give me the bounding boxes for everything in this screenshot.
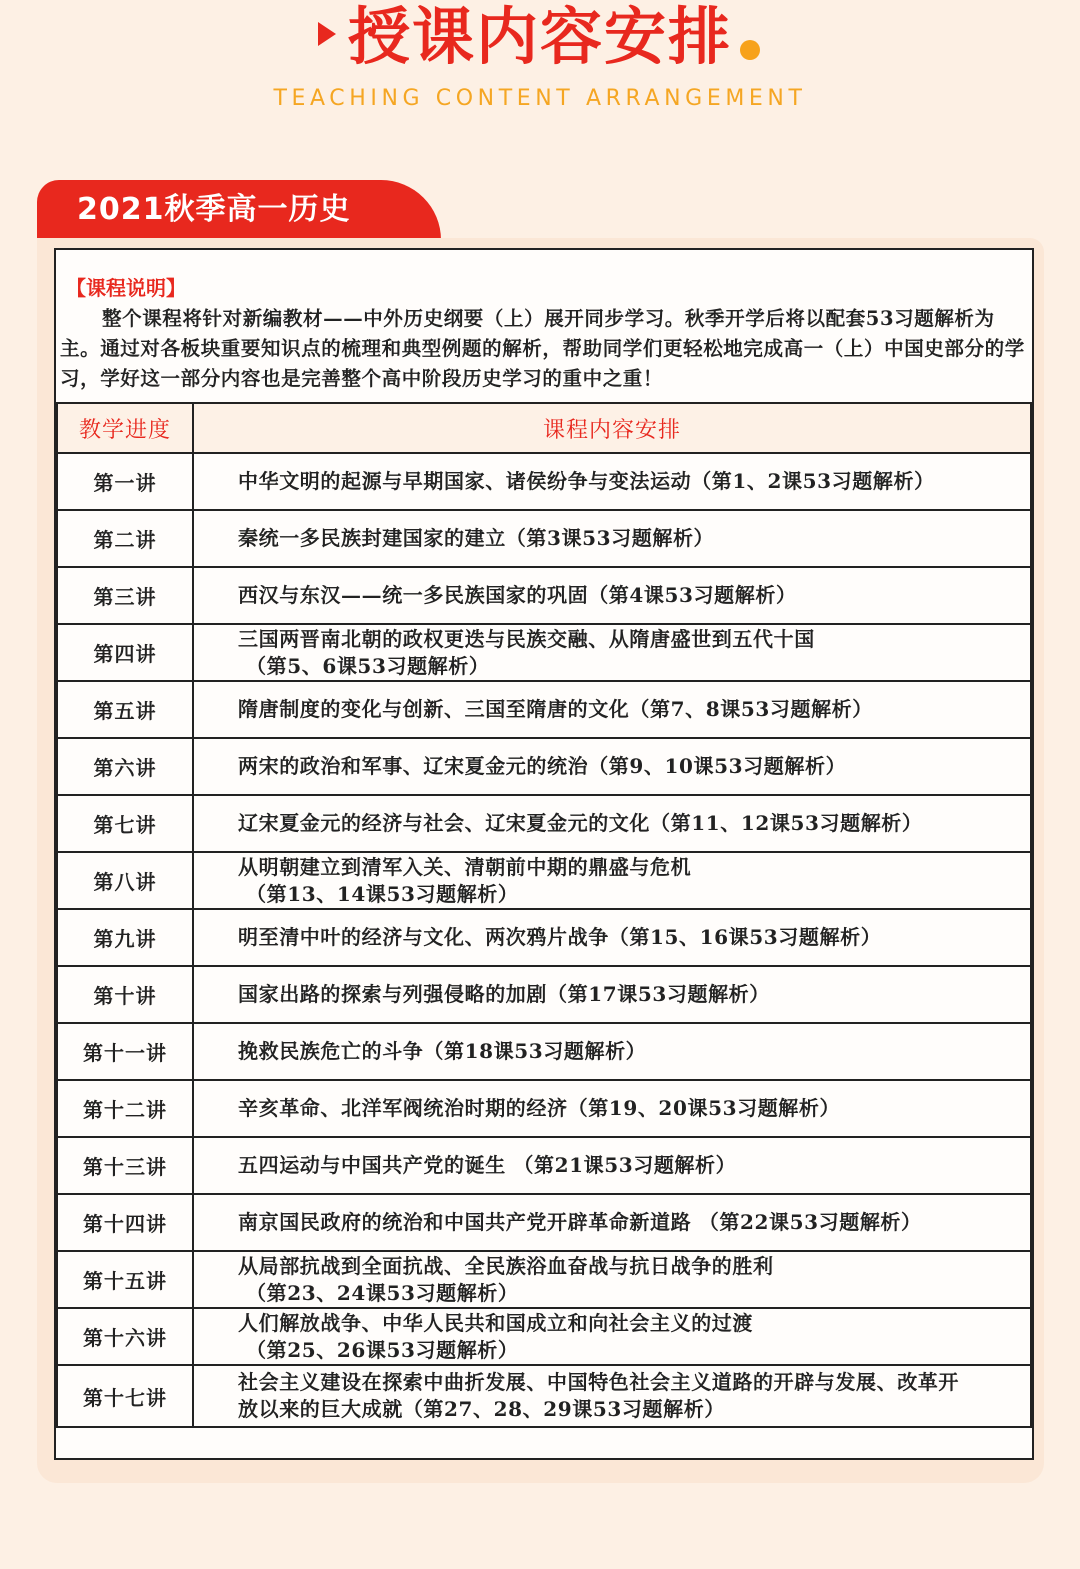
course-tab-label: 2021秋季高一历史 xyxy=(77,192,351,227)
table-row xyxy=(57,909,1031,966)
lecture-content-line2: （第13、14课53习题解析） xyxy=(246,881,519,906)
header-content: 课程内容安排 xyxy=(193,403,1031,453)
lecture-number: 第六讲 xyxy=(57,738,193,795)
lecture-content-line1: 南京国民政府的统治和中国共产党开辟革命新道路 （第22课53习题解析） xyxy=(238,1210,922,1234)
lecture-content xyxy=(193,738,1031,795)
lecture-number: 第二讲 xyxy=(57,510,193,567)
lecture-content-line1: 隋唐制度的变化与创新、三国至隋唐的文化（第7、8课53习题解析） xyxy=(238,697,873,721)
schedule-table xyxy=(56,402,1032,1428)
lecture-number: 第一讲 xyxy=(57,453,193,510)
lecture-content xyxy=(193,1365,1031,1427)
lecture-content xyxy=(193,1080,1031,1137)
header xyxy=(0,0,1080,130)
table-row xyxy=(57,1194,1031,1251)
lecture-number: 第十讲 xyxy=(57,966,193,1023)
lecture-number: 第十三讲 xyxy=(57,1137,193,1194)
lecture-content xyxy=(193,453,1031,510)
lecture-content xyxy=(193,1137,1031,1194)
table-row xyxy=(57,510,1031,567)
lecture-number: 第九讲 xyxy=(57,909,193,966)
lecture-number: 第十一讲 xyxy=(57,1023,193,1080)
lecture-content-line1: 人们解放战争、中华人民共和国成立和向社会主义的过渡 xyxy=(238,1310,753,1335)
lecture-content xyxy=(193,624,1031,681)
lecture-content xyxy=(193,681,1031,738)
course-tab xyxy=(37,180,441,240)
lecture-content-line1: 明至清中叶的经济与文化、两次鸦片战争（第15、16课53习题解析） xyxy=(238,925,882,949)
lecture-number: 第五讲 xyxy=(57,681,193,738)
lecture-number: 第十二讲 xyxy=(57,1080,193,1137)
page-title-text: 授课内容安排 xyxy=(347,0,732,73)
lecture-content-line1: 从局部抗战到全面抗战、全民族浴血奋战与抗日战争的胜利 xyxy=(238,1253,774,1278)
lecture-content-line1: 中华文明的起源与早期国家、诸侯纷争与变法运动（第1、2课53习题解析） xyxy=(238,469,935,493)
table-row xyxy=(57,1080,1031,1137)
lecture-content xyxy=(193,966,1031,1023)
table-row xyxy=(57,453,1031,510)
table-row xyxy=(57,966,1031,1023)
intro-text: 整个课程将针对新编教材——中外历史纲要（上）展开同步学习。秋季开学后将以配套53习题解析为主。通过对各板块重要知识点的梳理和典型例题的解析，帮助同学们更轻松地完成高一（上）中国史部分的学习，学好这一部分内容也是完善整个高中阶段历史学习的重中之重！ xyxy=(60,307,1025,390)
page-subtitle: TEACHING CONTENT ARRANGEMENT xyxy=(273,86,807,111)
lecture-content-line1: 社会主义建设在探索中曲折发展、中国特色社会主义道路的开辟与发展、改革开 xyxy=(238,1370,959,1394)
lecture-content-line1: 西汉与东汉——统一多民族国家的巩固（第4课53习题解析） xyxy=(238,583,797,607)
lecture-content xyxy=(193,852,1031,909)
lecture-content-line2: （第25、26课53习题解析） xyxy=(246,1337,519,1362)
lecture-content xyxy=(193,567,1031,624)
table-row xyxy=(57,624,1031,681)
lecture-content xyxy=(193,510,1031,567)
lecture-content-line1: 辛亥革命、北洋军阀统治时期的经济（第19、20课53习题解析） xyxy=(238,1096,841,1120)
lecture-content-line2: （第23、24课53习题解析） xyxy=(246,1280,519,1305)
table-row xyxy=(57,1308,1031,1365)
table-row xyxy=(57,738,1031,795)
lecture-number: 第七讲 xyxy=(57,795,193,852)
table-row xyxy=(57,852,1031,909)
lecture-number: 第三讲 xyxy=(57,567,193,624)
lecture-content xyxy=(193,1251,1031,1308)
page-title xyxy=(348,2,732,72)
table-row xyxy=(57,1365,1031,1427)
lecture-content xyxy=(193,1023,1031,1080)
lecture-content-line1: 挽救民族危亡的斗争（第18课53习题解析） xyxy=(238,1039,647,1063)
lecture-content-line1: 国家出路的探索与列强侵略的加剧（第17课53习题解析） xyxy=(238,982,770,1006)
intro-label: 【课程说明】 xyxy=(66,276,186,300)
lecture-content xyxy=(193,909,1031,966)
table-header-row xyxy=(57,403,1031,453)
lecture-content-line1: 两宋的政治和军事、辽宋夏金元的统治（第9、10课53习题解析） xyxy=(238,754,847,778)
lecture-content-line1: 秦统一多民族封建国家的建立（第3课53习题解析） xyxy=(238,526,715,550)
lecture-number: 第十四讲 xyxy=(57,1194,193,1251)
table-row xyxy=(57,1251,1031,1308)
lecture-number: 第十六讲 xyxy=(57,1308,193,1365)
lecture-content-line2: （第5、6课53习题解析） xyxy=(246,653,490,678)
lecture-content-line2: 放以来的巨大成就（第27、28、29课53习题解析） xyxy=(238,1397,725,1421)
dot-icon xyxy=(740,40,760,60)
lecture-content-line1: 辽宋夏金元的经济与社会、辽宋夏金元的文化（第11、12课53习题解析） xyxy=(238,811,923,835)
lecture-content-line1: 五四运动与中国共产党的诞生 （第21课53习题解析） xyxy=(238,1153,737,1177)
lecture-number: 第八讲 xyxy=(57,852,193,909)
header-progress: 教学进度 xyxy=(57,403,193,453)
table-row xyxy=(57,795,1031,852)
lecture-content xyxy=(193,1194,1031,1251)
table-row xyxy=(57,567,1031,624)
triangle-icon xyxy=(318,22,336,46)
table-row xyxy=(57,1023,1031,1080)
lecture-number: 第十五讲 xyxy=(57,1251,193,1308)
course-intro xyxy=(56,250,1032,402)
schedule-frame xyxy=(54,248,1034,1460)
lecture-content-line1: 从明朝建立到清军入关、清朝前中期的鼎盛与危机 xyxy=(238,854,692,879)
table-row xyxy=(57,681,1031,738)
lecture-number: 第十七讲 xyxy=(57,1365,193,1427)
lecture-content xyxy=(193,795,1031,852)
table-row xyxy=(57,1137,1031,1194)
lecture-number: 第四讲 xyxy=(57,624,193,681)
lecture-content xyxy=(193,1308,1031,1365)
lecture-content-line1: 三国两晋南北朝的政权更迭与民族交融、从隋唐盛世到五代十国 xyxy=(238,626,815,651)
